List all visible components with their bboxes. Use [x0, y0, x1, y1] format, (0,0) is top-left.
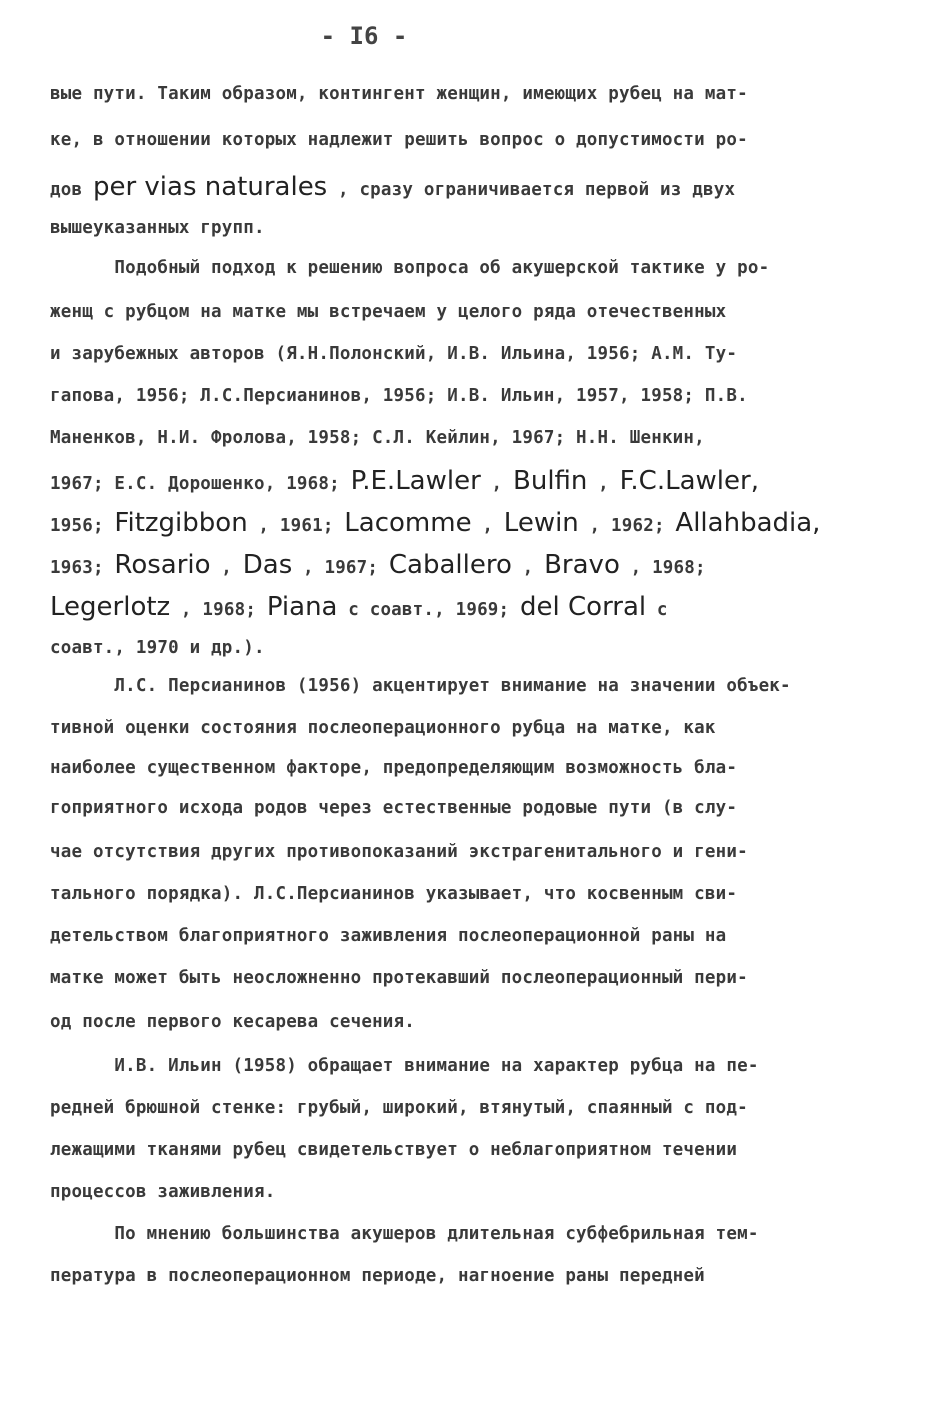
typed-text: вые пути. Таким образом, контингент женщин, имеющих рубец на мат- — [50, 84, 748, 104]
typed-text: чае отсутствия других противопоказаний экстрагенитального и гени- — [50, 842, 748, 862]
text-line — [50, 344, 737, 364]
typed-text: гоприятного исхода родов через естественные родовые пути (в слу- — [50, 798, 738, 818]
typed-text: лежащими тканями рубец свидетельствует о неблагоприятном течении — [50, 1140, 738, 1160]
text-line — [50, 1140, 737, 1160]
typed-text: 1963; — [50, 558, 115, 578]
typed-text: , сразу ограничивается первой из двух — [327, 180, 736, 200]
handwritten-name: F.C.Lawler, — [619, 466, 759, 496]
handwritten-name: Allahbadia, — [675, 508, 821, 538]
text-line — [50, 638, 265, 658]
handwritten-name: del Corral — [520, 592, 647, 622]
text-line — [50, 258, 769, 278]
typed-text: , 1968; — [619, 558, 706, 578]
typed-text: Л.С. Персианинов (1956) акцентирует внимание на значении объек- — [50, 676, 791, 696]
typed-text: 1967; Е.С. Дорошенко, 1968; — [50, 474, 351, 494]
text-line — [50, 798, 737, 818]
typed-text: с соавт., 1969; — [337, 600, 521, 620]
text-line — [50, 84, 748, 104]
typed-text: , 1962; — [578, 516, 676, 536]
text-line — [50, 130, 748, 150]
typed-text: наиболее существенном факторе, предопределяющим возможность бла- — [50, 758, 738, 778]
page-number: - I6 - — [320, 22, 408, 50]
text-line — [50, 1012, 415, 1032]
text-line — [50, 926, 726, 946]
text-line — [50, 466, 759, 496]
handwritten-name: Legerlotz — [50, 592, 171, 622]
text-line — [50, 218, 265, 238]
text-line — [50, 302, 726, 322]
handwritten-name: per vias naturales — [92, 172, 328, 202]
text-line — [50, 172, 735, 202]
typed-text: дов — [50, 180, 93, 200]
text-line — [50, 676, 791, 696]
typed-text: , — [210, 558, 243, 578]
handwritten-name: Das — [242, 550, 293, 580]
typed-text: , 1968; — [170, 600, 267, 620]
handwritten-name: Lewin — [503, 508, 579, 538]
typed-text: процессов заживления. — [50, 1182, 276, 1202]
typed-text: пература в послеоперационном периоде, нагноение раны передней — [50, 1266, 705, 1286]
typed-text: од после первого кесарева сечения. — [50, 1012, 416, 1032]
text-line — [50, 550, 706, 580]
text-line — [50, 842, 748, 862]
text-line — [50, 1182, 275, 1202]
typed-text: ке, в отношении которых надлежит решить вопрос о допустимости ро- — [50, 130, 748, 150]
text-line — [50, 428, 705, 448]
text-line — [50, 758, 737, 778]
text-line — [50, 968, 748, 988]
typed-text: гаповa, 1956; Л.С.Персианинов, 1956; И.В. Ильин, 1957, 1958; П.В. — [50, 386, 748, 406]
handwritten-name: Rosario — [114, 550, 211, 580]
handwritten-name: Fitzgibbon — [114, 508, 248, 538]
text-line — [50, 1224, 759, 1244]
typed-text: тивной оценки состояния послеоперационного рубца на матке, как — [50, 718, 716, 738]
handwritten-name: Bulfin — [513, 466, 588, 496]
text-line — [50, 1056, 759, 1076]
typed-text: Подобный подход к решению вопроса об акушерской тактике у ро- — [50, 258, 770, 278]
typed-text: 1956; — [50, 516, 115, 536]
text-line — [50, 1098, 748, 1118]
typed-text: , — [471, 516, 504, 536]
text-line — [50, 508, 820, 538]
typed-text: , — [587, 474, 620, 494]
typed-text: матке может быть неосложненно протекавший послеоперационный пери- — [50, 968, 748, 988]
typed-text: соавт., 1970 и др.). — [50, 638, 265, 658]
typed-text: и зарубежных авторов (Я.Н.Полонский, И.В. Ильина, 1956; А.М. Ту- — [50, 344, 738, 364]
text-line — [50, 592, 668, 622]
typed-text: И.В. Ильин (1958) обращает внимание на характер рубца на пе- — [50, 1056, 759, 1076]
typed-text: детельством благоприятного заживления послеоперационной раны на — [50, 926, 727, 946]
handwritten-name: Lacomme — [344, 508, 472, 538]
typed-text: По мнению большинства акушеров длительная субфебрильная тем- — [50, 1224, 759, 1244]
text-line — [50, 1266, 705, 1286]
typed-text: вышеуказанных групп. — [50, 218, 265, 238]
typed-text: редней брюшной стенке: грубый, широкий, втянутый, спаянный с под- — [50, 1098, 748, 1118]
handwritten-name: Piana — [266, 592, 338, 622]
text-line — [50, 718, 716, 738]
handwritten-name: Bravo — [544, 550, 620, 580]
handwritten-name: Caballero — [388, 550, 512, 580]
typed-text: тального порядка). Л.С.Персианинов указывает, что косвенным сви- — [50, 884, 738, 904]
typed-text: Маненков, Н.И. Фролова, 1958; С.Л. Кейлин, 1967; Н.Н. Шенкин, — [50, 428, 705, 448]
typed-text: , — [480, 474, 514, 494]
text-line — [50, 884, 737, 904]
typed-text: , — [511, 558, 545, 578]
typed-text: женщ с рубцом на матке мы встречаем у целого ряда отечественных — [50, 302, 727, 322]
typed-text: с — [646, 600, 668, 620]
handwritten-name: P.E.Lawler — [350, 466, 481, 496]
typed-text: , 1961; — [247, 516, 345, 536]
typed-text: , 1967; — [292, 558, 389, 578]
text-line — [50, 386, 748, 406]
